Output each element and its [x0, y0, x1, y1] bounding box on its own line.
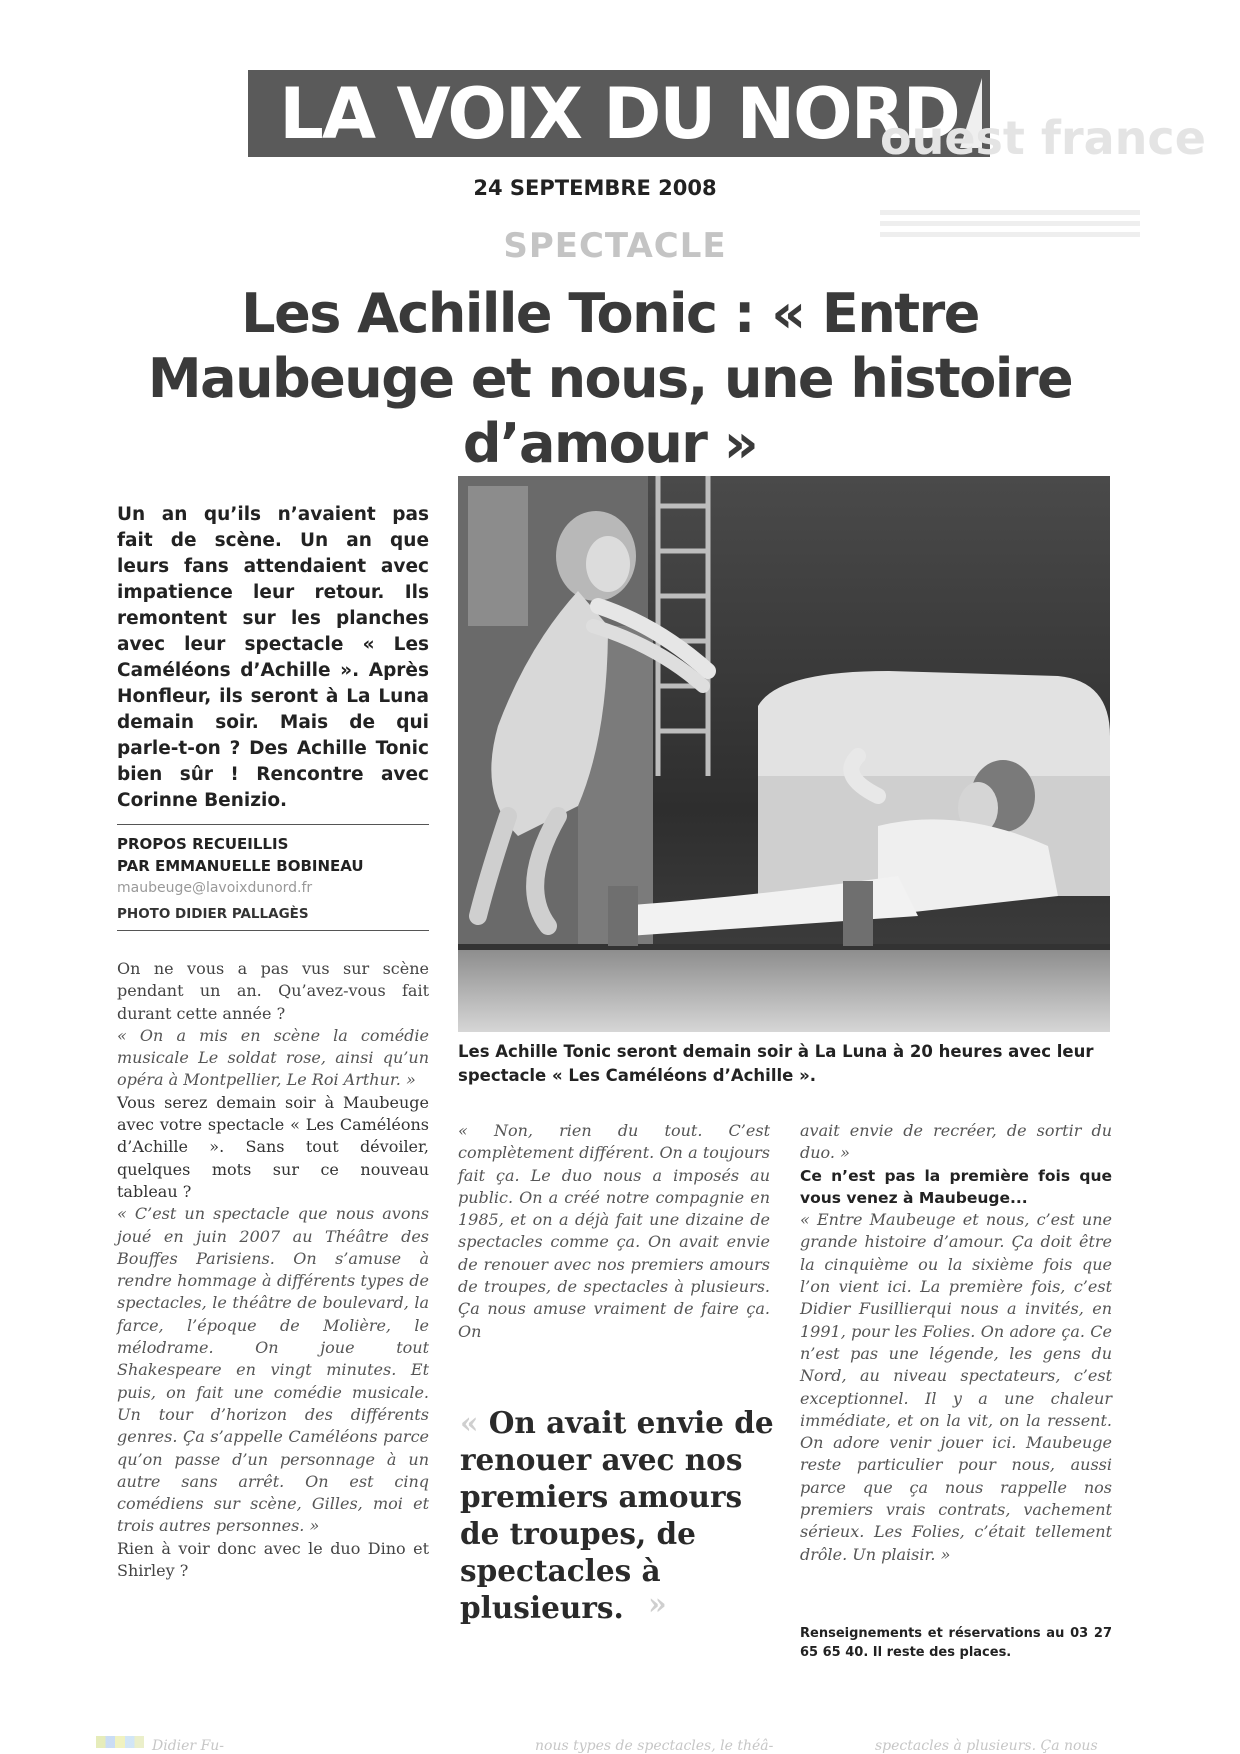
- pull-quote-text: On avait envie de renouer avec nos premiers amours de troupes, de spectacles à plusieurs.: [460, 1405, 774, 1625]
- byline-rule-top: [117, 824, 429, 825]
- question-3: Rien à voir donc avec le duo Dino et Shirley ?: [117, 1538, 429, 1581]
- photo-credit: PHOTO DIDIER PALLAGÈS: [117, 906, 309, 922]
- bleed-text-right: spectacles à plusieurs. Ça nous: [875, 1738, 1098, 1754]
- masthead-title: LA VOIX DU NORD: [279, 72, 959, 155]
- section-rubric: SPECTACLE: [503, 226, 727, 266]
- question-2: Vous serez demain soir à Maubeuge avec votre spectacle « Les Caméléons d’Achille ». Sans tout dévoiler, quelques mots sur ce nouveau tableau ?: [117, 1092, 429, 1201]
- publication-date: 24 SEPTEMBRE 2008: [473, 176, 717, 200]
- answer-4: « Entre Maubeuge et nous, c’est une grande histoire d’amour. Ça doit être la cinquième ou la sixième fois que l’on vient ici. La première fois, c’est Didier Fusillierqui nous a invités, en 1991, pour les Folies. On adore ça. Ce n’est pas une légende, les gens du Nord, au niveau spectateurs, c’est exceptionnel. Il y a une chaleur immédiate, et on la vit, on la ressent. On adore venir jouer ici. Maubeuge reste particulier pour nous, aussi parce que ça nous rappelle nos premiers vrais contrats, vachement sérieux. Les Folies, c’était tellement drôle. Un plaisir. »: [800, 1210, 1112, 1564]
- scan-color-specks: [96, 1736, 144, 1748]
- question-1: On ne vous a pas vus sur scène pendant un an. Qu’avez-vous fait durant cette année ?: [117, 959, 429, 1023]
- booking-info: Renseignements et réservations au 03 27 65 65 40. Il reste des places.: [800, 1626, 1112, 1660]
- bleed-text-middle: nous types de spectacles, le théâ-: [535, 1738, 774, 1754]
- interview-column-3: [800, 1120, 1112, 1566]
- photo-caption: Les Achille Tonic seront demain soir à La Luna à 20 heures avec leur spectacle « Les Caméléons d’Achille ».: [458, 1042, 1094, 1085]
- answer-2-continued: « Non, rien du tout. C’est complètement différent. On a toujours fait ça. Le duo nous a imposés au public. On a créé notre compagnie en 1985, et on a déjà fait une dizaine de spectacles comme ça. On avait envie de renouer avec nos premiers amours de troupes, de spectacles à plusieurs. Ça nous amuse vraiment de faire ça. On: [458, 1121, 770, 1341]
- pull-quote-open-mark: «: [460, 1405, 479, 1440]
- interview-column-1: [117, 958, 429, 1582]
- byline-rule-bottom: [117, 930, 429, 931]
- article-intro: Un an qu’ils n’avaient pas fait de scène. Un an que leurs fans attendaient avec impatience leur retour. Ils remontent sur les planches avec leur spectacle « Les Caméléons d’Achille ». Après Honfleur, ils seront à La Luna demain soir. Mais de qui parle-t-on ? Des Achille Tonic bien sûr ! Rencontre avec Corinne Benizio.: [117, 504, 429, 811]
- author-email: maubeuge@lavoixdunord.fr: [117, 880, 313, 896]
- interview-column-2: [458, 1120, 770, 1343]
- article-headline: Les Achille Tonic : « Entre Maubeuge et nous, une histoire d’amour »: [147, 282, 1073, 475]
- answer-1: « On a mis en scène la comédie musicale Le soldat rose, ainsi qu’un opéra à Montpellier, Le Roi Arthur. »: [117, 1025, 429, 1090]
- bleed-through-logo: ouest france: [880, 111, 1206, 165]
- byline: [117, 833, 429, 877]
- stage-photo: [458, 476, 1110, 1032]
- byline-line-1: PROPOS RECUEILLIS: [117, 835, 289, 853]
- pull-quote: [460, 1404, 780, 1626]
- pull-quote-close-mark: »: [648, 1587, 667, 1622]
- byline-line-2: PAR EMMANUELLE BOBINEAU: [117, 857, 364, 875]
- answer-3-end: avait envie de recréer, de sortir du duo. »: [800, 1121, 1112, 1163]
- photo-stage-floor: [458, 946, 1110, 1032]
- masthead-logo: [248, 70, 990, 157]
- question-4: Ce n’est pas la première fois que vous venez à Maubeuge...: [800, 1166, 1112, 1207]
- bleed-text-left: Didier Fu-: [152, 1738, 225, 1754]
- answer-2: « C’est un spectacle que nous avons joué en juin 2007 au Théâtre des Bouffes Parisiens. On s’amuse à rendre hommage à différents types de spectacles, le théâtre de boulevard, la farce, l’époque de Molière, le mélodrame. On joue tout Shakespeare en vingt minutes. Et puis, on fait une comédie musicale. Un tour d’horizon des différents genres. Ça s’appelle Caméléons parce qu’on passe d’un personnage à un autre sans arrêt. On est cinq comédiens sur scène, Gilles, moi et trois autres personnes. »: [117, 1204, 429, 1536]
